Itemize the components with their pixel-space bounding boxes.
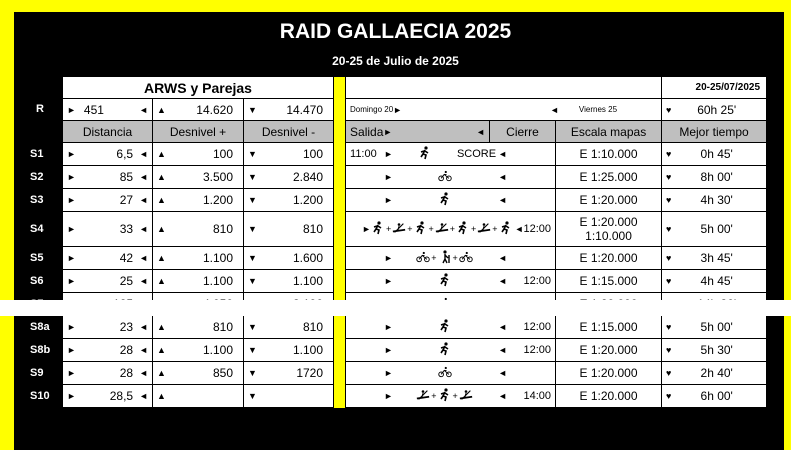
discipline-icons bbox=[393, 250, 496, 267]
stage-label: S3 bbox=[30, 194, 44, 206]
table-row bbox=[63, 362, 767, 385]
right-arrow-icon: ► bbox=[384, 322, 393, 332]
start-day: Domingo 20 bbox=[350, 105, 394, 114]
plus-sign: + bbox=[431, 253, 437, 263]
discipline-icons bbox=[393, 146, 457, 163]
left-arrow-icon: ◄ bbox=[498, 149, 508, 159]
stage-best-time: 5h 30' bbox=[700, 343, 733, 357]
right-arrow-icon: ► bbox=[384, 195, 393, 205]
right-arrow-icon: ► bbox=[393, 104, 403, 115]
run-icon bbox=[371, 221, 385, 238]
page-title: RAID GALLAECIA 2025 bbox=[279, 20, 512, 43]
left-arrow-icon: ◄ bbox=[139, 195, 148, 205]
heart-icon: ♥ bbox=[666, 345, 672, 355]
stage-distance: 23 bbox=[119, 320, 134, 334]
stage-best-time: 6h 00' bbox=[700, 389, 733, 403]
stage-label: S10 bbox=[30, 390, 50, 402]
discipline-icons bbox=[393, 388, 496, 405]
kayak-icon bbox=[416, 388, 430, 405]
stage-distance: 25 bbox=[119, 274, 134, 288]
stage-scale-secondary: 1:10.000 bbox=[585, 229, 632, 243]
stage-distance: 27 bbox=[119, 193, 134, 207]
summary-row-label: R bbox=[36, 103, 44, 115]
run-icon bbox=[414, 221, 428, 238]
heart-icon: ♥ bbox=[666, 224, 672, 234]
up-arrow-icon: ▲ bbox=[157, 253, 166, 263]
right-arrow-icon: ► bbox=[67, 391, 76, 401]
right-arrow-icon: ► bbox=[67, 322, 76, 332]
left-arrow-icon: ◄ bbox=[139, 391, 148, 401]
summary-ascent: 14.620 bbox=[196, 102, 233, 117]
col-descent: Desnivel - bbox=[244, 121, 334, 143]
down-arrow-icon: ▼ bbox=[248, 322, 257, 332]
left-arrow-icon: ◄ bbox=[139, 224, 148, 234]
stage-ascent: 1.200 bbox=[202, 193, 233, 207]
down-arrow-icon: ▼ bbox=[248, 368, 257, 378]
plus-sign: + bbox=[452, 391, 458, 401]
up-arrow-icon: ▲ bbox=[157, 149, 166, 159]
kayak-icon bbox=[435, 221, 449, 238]
stage-descent: 2.840 bbox=[292, 170, 324, 184]
stage-mode: SCORE bbox=[456, 148, 497, 160]
plus-sign: + bbox=[428, 224, 434, 234]
right-arrow-icon: ► bbox=[384, 368, 393, 378]
plus-sign: + bbox=[385, 224, 392, 234]
stage-label: S8b bbox=[30, 344, 51, 356]
run-icon bbox=[438, 388, 452, 405]
down-arrow-icon: ▼ bbox=[248, 149, 257, 159]
summary-distance: 451 bbox=[83, 102, 104, 117]
end-day: Viernes 25 bbox=[578, 105, 618, 114]
heart-icon: ♥ bbox=[666, 322, 672, 332]
stage-ascent: 1.100 bbox=[202, 343, 233, 357]
stage-best-time: 5h 00' bbox=[700, 320, 733, 334]
stage-descent: 1.100 bbox=[292, 343, 324, 357]
stage-start: 11:00 bbox=[350, 148, 377, 160]
divider bbox=[334, 77, 346, 99]
right-arrow-icon: ► bbox=[384, 149, 393, 159]
stage-ascent: 100 bbox=[212, 147, 233, 161]
stage-best-time: 4h 45' bbox=[700, 274, 733, 288]
right-arrow-icon: ► bbox=[384, 253, 393, 263]
down-arrow-icon: ▼ bbox=[248, 253, 257, 263]
col-distance: Distancia bbox=[63, 121, 153, 143]
up-arrow-icon: ▲ bbox=[157, 345, 166, 355]
left-arrow-icon: ◄ bbox=[498, 391, 508, 401]
stage-ascent: 850 bbox=[212, 366, 233, 380]
run-icon bbox=[418, 146, 432, 163]
plus-sign: + bbox=[431, 391, 437, 401]
kayak-icon bbox=[477, 221, 491, 238]
up-arrow-icon: ▲ bbox=[157, 224, 166, 234]
stage-scale: E 1:20.000 bbox=[579, 343, 638, 357]
bike-icon bbox=[416, 250, 430, 267]
up-arrow-icon: ▲ bbox=[157, 368, 166, 378]
down-arrow-icon: ▼ bbox=[248, 345, 257, 355]
stage-scale: E 1:10.000 bbox=[579, 147, 638, 161]
up-arrow-icon: ▲ bbox=[157, 195, 166, 205]
left-arrow-icon: ◄ bbox=[139, 276, 148, 286]
torn-strip bbox=[0, 300, 791, 316]
col-best: Mejor tiempo bbox=[662, 121, 767, 143]
stages-table bbox=[62, 76, 767, 408]
stage-descent: 1.600 bbox=[292, 251, 324, 265]
stage-scale: E 1:20.000 bbox=[579, 251, 638, 265]
discipline-icons bbox=[393, 273, 496, 290]
stage-ascent: 1.100 bbox=[202, 251, 233, 265]
stage-descent: 1.200 bbox=[292, 193, 324, 207]
stage-label: S4 bbox=[30, 223, 44, 235]
col-close: Cierre bbox=[490, 121, 556, 143]
left-arrow-icon: ◄ bbox=[139, 104, 148, 115]
run-icon bbox=[438, 192, 452, 209]
stage-best-time: 2h 40' bbox=[700, 366, 733, 380]
col-start: Salida bbox=[350, 124, 384, 139]
right-arrow-icon: ► bbox=[67, 149, 76, 159]
down-arrow-icon: ▼ bbox=[248, 104, 257, 115]
right-arrow-icon: ► bbox=[67, 345, 76, 355]
table-row bbox=[63, 189, 767, 212]
stage-best-time: 5h 00' bbox=[700, 222, 733, 236]
stage-distance: 28 bbox=[119, 343, 134, 357]
run-icon bbox=[438, 342, 452, 359]
hike-icon bbox=[438, 250, 452, 267]
plus-sign: + bbox=[471, 224, 477, 234]
plus-sign: + bbox=[449, 224, 456, 234]
stage-distance: 28 bbox=[119, 366, 134, 380]
right-arrow-icon: ► bbox=[67, 224, 76, 234]
run-icon bbox=[438, 273, 452, 290]
right-arrow-icon: ► bbox=[384, 276, 393, 286]
discipline-icons bbox=[393, 319, 496, 336]
right-arrow-icon: ► bbox=[384, 345, 393, 355]
right-arrow-icon: ► bbox=[384, 172, 393, 182]
up-arrow-icon: ▲ bbox=[157, 172, 166, 182]
stage-close: 12:00 bbox=[523, 321, 552, 333]
stage-best-time: 0h 45' bbox=[700, 147, 733, 161]
bike-icon bbox=[438, 169, 452, 186]
stage-label: S1 bbox=[30, 148, 44, 160]
stage-descent: 810 bbox=[302, 320, 324, 334]
stage-scale: E 1:20.000 bbox=[579, 215, 638, 229]
heart-icon: ♥ bbox=[666, 253, 672, 263]
stage-distance: 33 bbox=[119, 222, 134, 236]
stage-best-time: 4h 30' bbox=[700, 193, 733, 207]
run-icon bbox=[499, 221, 513, 238]
discipline-icons bbox=[393, 169, 496, 186]
heart-icon: ♥ bbox=[666, 195, 672, 205]
left-arrow-icon: ◄ bbox=[139, 149, 148, 159]
top-border bbox=[0, 0, 791, 12]
right-arrow-icon: ► bbox=[384, 391, 393, 401]
right-arrow-icon: ► bbox=[67, 276, 76, 286]
stage-descent: 1.100 bbox=[292, 274, 324, 288]
heart-icon: ♥ bbox=[666, 391, 672, 401]
stage-best-time: 8h 00' bbox=[700, 170, 733, 184]
stage-label: S9 bbox=[30, 367, 44, 379]
table-row bbox=[63, 316, 767, 339]
heart-icon: ♥ bbox=[666, 276, 672, 286]
stage-scale: E 1:20.000 bbox=[579, 366, 638, 380]
category-label: ARWS y Parejas bbox=[63, 77, 334, 99]
right-arrow-icon: ► bbox=[362, 224, 371, 234]
down-arrow-icon: ▼ bbox=[248, 195, 257, 205]
stage-scale: E 1:20.000 bbox=[579, 193, 638, 207]
stage-descent: 810 bbox=[302, 222, 324, 236]
plus-sign: + bbox=[492, 224, 498, 234]
heart-icon: ♥ bbox=[666, 368, 672, 378]
stage-label: S8a bbox=[30, 321, 50, 333]
stage-best-time: 3h 45' bbox=[700, 251, 733, 265]
down-arrow-icon: ▼ bbox=[248, 391, 257, 401]
run-icon bbox=[456, 221, 470, 238]
right-border bbox=[784, 12, 791, 450]
up-arrow-icon: ▲ bbox=[157, 391, 166, 401]
event-dates: 20-25 de Julio de 2025 bbox=[332, 54, 459, 68]
down-arrow-icon: ▼ bbox=[248, 172, 257, 182]
stage-descent: 100 bbox=[302, 147, 324, 161]
stage-scale: E 1:25.000 bbox=[579, 170, 638, 184]
stage-label: S6 bbox=[30, 275, 44, 287]
left-arrow-icon: ◄ bbox=[139, 368, 148, 378]
heart-icon: ♥ bbox=[666, 172, 672, 182]
left-arrow-icon: ◄ bbox=[498, 195, 508, 205]
stage-distance: 28,5 bbox=[109, 389, 134, 403]
stage-scale: E 1:15.000 bbox=[579, 274, 638, 288]
left-arrow-icon: ◄ bbox=[498, 276, 508, 286]
discipline-icons bbox=[393, 365, 496, 382]
left-arrow-icon: ◄ bbox=[139, 345, 148, 355]
stage-distance: 6,5 bbox=[116, 147, 134, 161]
stage-scale: E 1:15.000 bbox=[579, 320, 638, 334]
bike-icon bbox=[459, 250, 473, 267]
stage-distance: 42 bbox=[119, 251, 134, 265]
up-arrow-icon: ▲ bbox=[157, 322, 166, 332]
stage-close: 12:00 bbox=[523, 275, 552, 287]
left-arrow-icon: ◄ bbox=[498, 322, 508, 332]
summary-descent: 14.470 bbox=[286, 102, 324, 117]
heart-icon: ♥ bbox=[666, 104, 672, 115]
right-arrow-icon: ► bbox=[67, 172, 76, 182]
discipline-icons bbox=[371, 221, 513, 238]
left-arrow-icon: ◄ bbox=[498, 368, 508, 378]
table-row bbox=[63, 212, 767, 247]
plus-sign: + bbox=[407, 224, 413, 234]
plus-sign: + bbox=[452, 253, 458, 263]
bike-icon bbox=[438, 365, 452, 382]
down-arrow-icon: ▼ bbox=[248, 276, 257, 286]
right-arrow-icon: ► bbox=[383, 126, 393, 137]
run-icon bbox=[438, 319, 452, 336]
kayak-icon bbox=[392, 221, 406, 238]
left-arrow-icon: ◄ bbox=[139, 253, 148, 263]
left-arrow-icon: ◄ bbox=[514, 224, 524, 234]
up-arrow-icon: ▲ bbox=[157, 276, 166, 286]
summary-total-time: 60h 25' bbox=[697, 102, 737, 117]
left-arrow-icon: ◄ bbox=[476, 126, 486, 137]
left-arrow-icon: ◄ bbox=[498, 253, 508, 263]
heart-icon: ♥ bbox=[666, 149, 672, 159]
table-row bbox=[63, 247, 767, 270]
stage-label: S5 bbox=[30, 252, 44, 264]
right-arrow-icon: ► bbox=[67, 253, 76, 263]
stage-ascent: 3.500 bbox=[202, 170, 233, 184]
table-row bbox=[63, 143, 767, 166]
table-row bbox=[63, 166, 767, 189]
left-arrow-icon: ◄ bbox=[498, 345, 508, 355]
discipline-icons bbox=[393, 192, 496, 209]
up-arrow-icon: ▲ bbox=[157, 104, 166, 115]
stage-distance: 85 bbox=[119, 170, 134, 184]
table-row bbox=[63, 339, 767, 362]
table-row bbox=[63, 270, 767, 293]
stage-scale: E 1:20.000 bbox=[579, 389, 638, 403]
down-arrow-icon: ▼ bbox=[248, 224, 257, 234]
left-arrow-icon: ◄ bbox=[139, 172, 148, 182]
right-arrow-icon: ► bbox=[67, 368, 76, 378]
col-scale: Escala mapas bbox=[556, 121, 662, 143]
stage-close: 14:00 bbox=[523, 390, 552, 402]
stage-label: S2 bbox=[30, 171, 44, 183]
date-short: 20-25/07/2025 bbox=[662, 77, 767, 99]
col-ascent: Desnivel + bbox=[153, 121, 244, 143]
kayak-icon bbox=[459, 388, 473, 405]
stage-ascent: 1.100 bbox=[202, 274, 233, 288]
stage-descent: 1720 bbox=[296, 366, 324, 380]
table-row bbox=[63, 385, 767, 408]
right-arrow-icon: ► bbox=[67, 104, 76, 115]
stage-ascent: 810 bbox=[212, 222, 233, 236]
stage-close: 12:00 bbox=[523, 344, 552, 356]
stage-close: 12:00 bbox=[523, 223, 552, 235]
right-arrow-icon: ► bbox=[67, 195, 76, 205]
discipline-icons bbox=[393, 342, 496, 359]
left-arrow-icon: ◄ bbox=[139, 322, 148, 332]
left-arrow-icon: ◄ bbox=[550, 104, 559, 115]
left-arrow-icon: ◄ bbox=[498, 172, 508, 182]
stage-ascent: 810 bbox=[212, 320, 233, 334]
